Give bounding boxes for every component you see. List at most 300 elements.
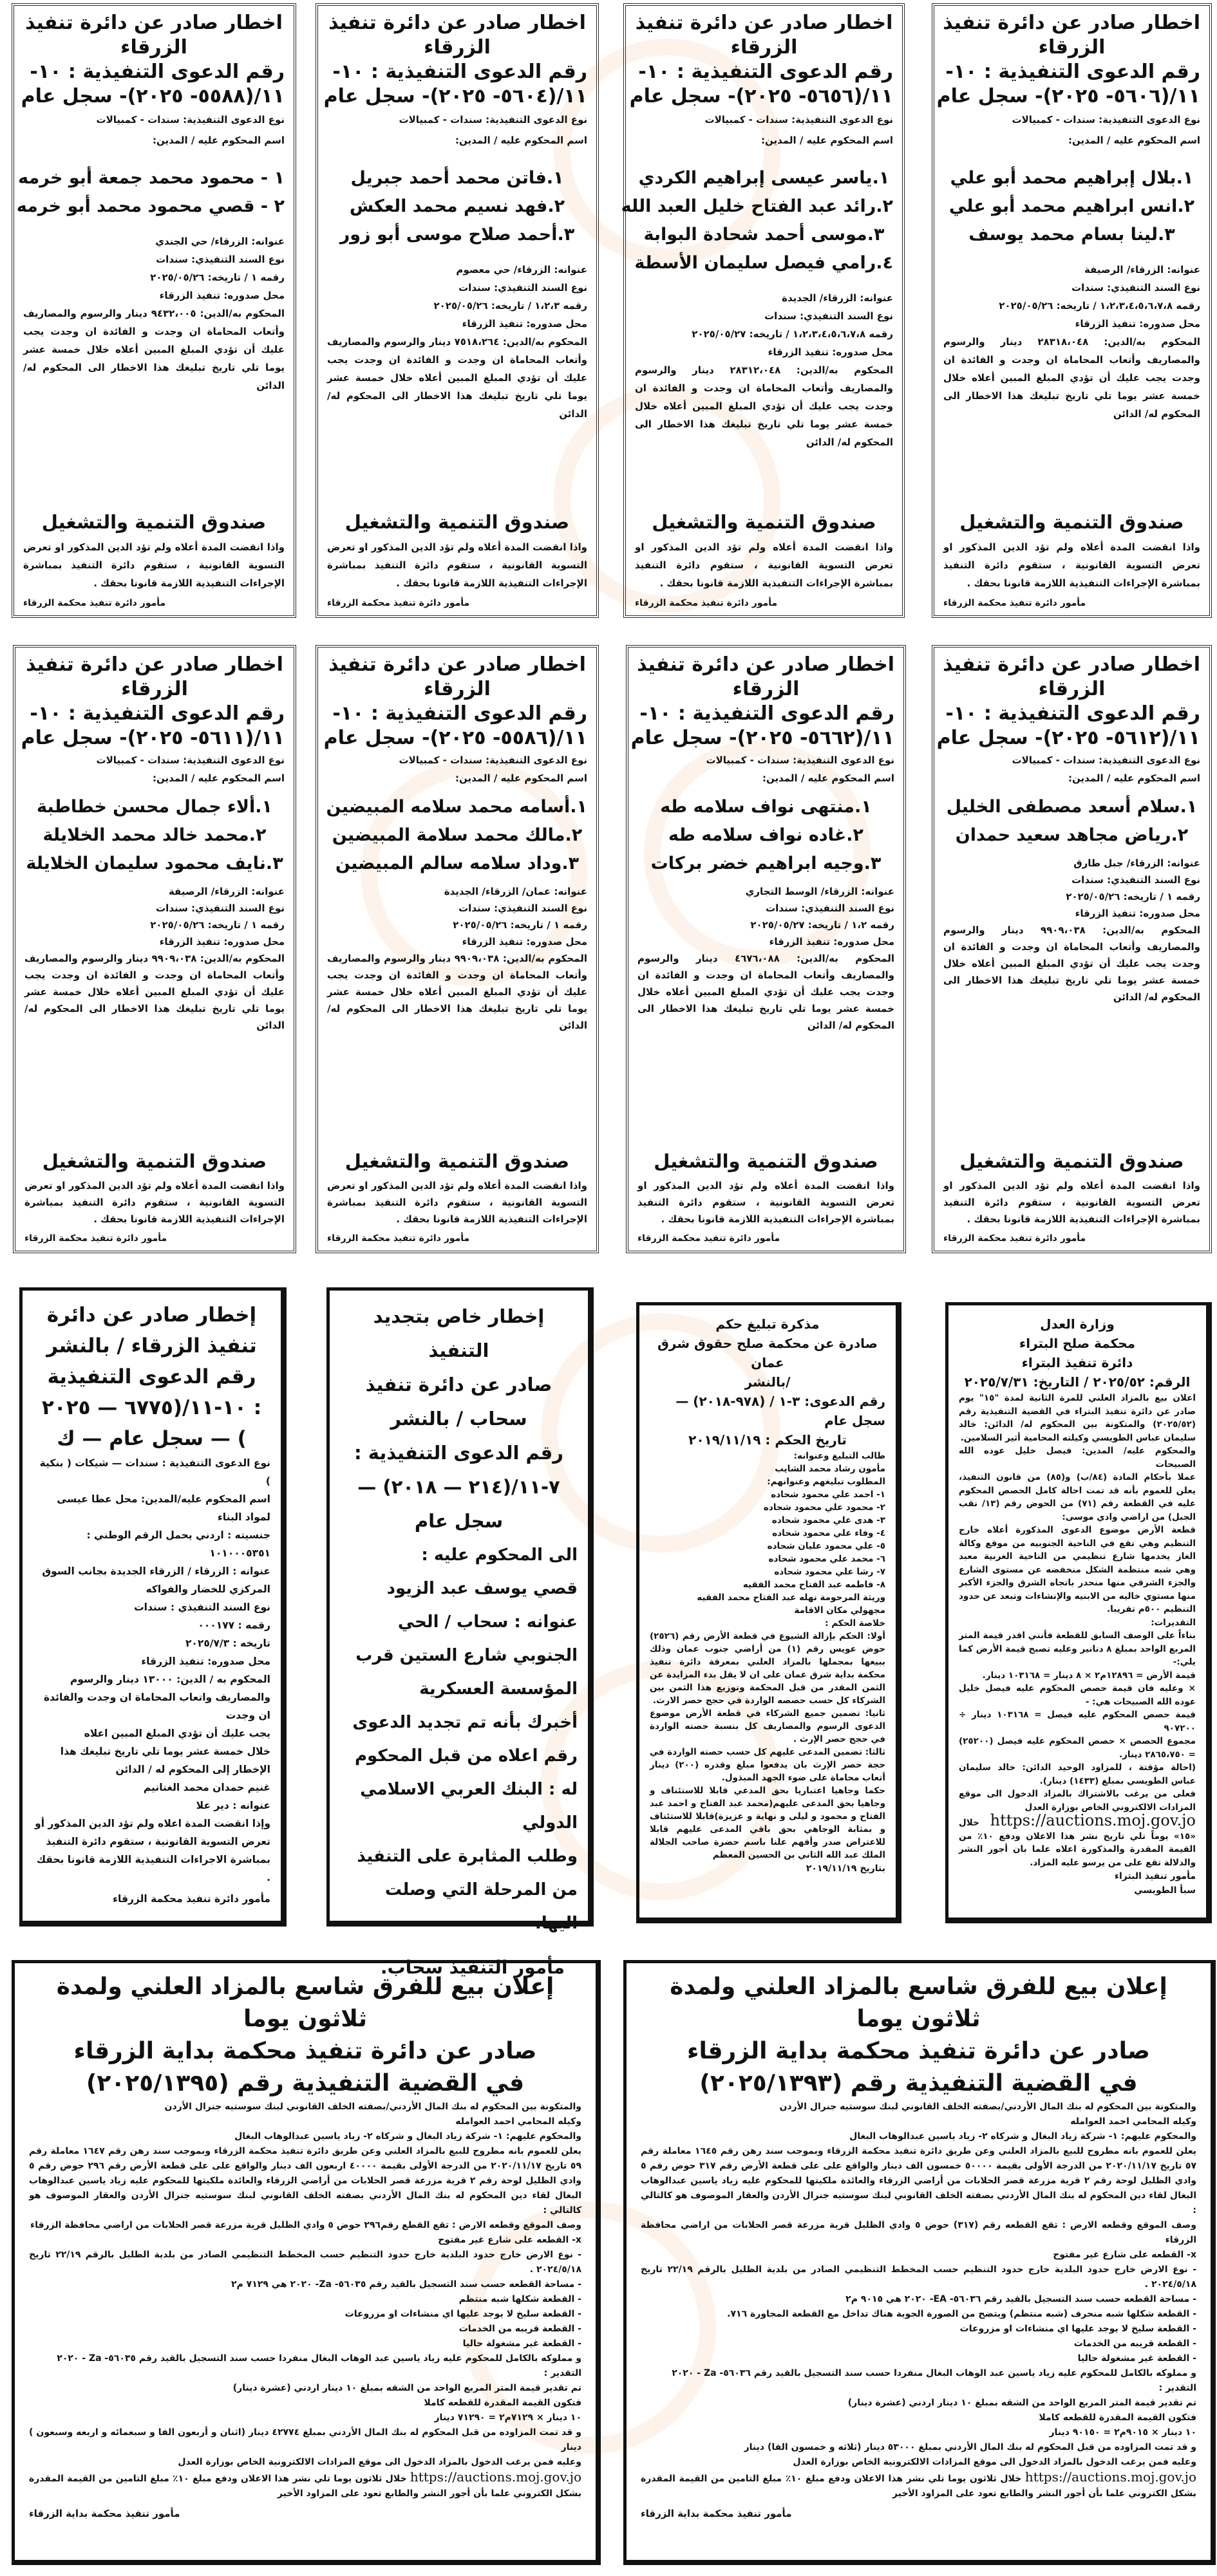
amount-label: المحكوم به/الدين: [200, 953, 285, 964]
auction-text: - القطعة شكلها شبه منتظم [458, 2294, 581, 2304]
notice-text: ٧- رشا علي محمود شحاده [774, 1567, 885, 1577]
case-number-label: رقم الدعوى التنفيذية : ١٠- [945, 61, 1200, 83]
spacer [23, 395, 285, 502]
notice-title: اخطار صادر عن دائرة تنفيذ [328, 12, 586, 34]
notice-text: ١- احمد علي محمود شحاده [771, 1489, 885, 1500]
auction-text: - القطعة غير مشغولة حاليا [462, 2338, 581, 2349]
amount-value: ٩٤٣٢،٠٠٥ [151, 308, 196, 319]
spacer [24, 1034, 285, 1141]
court-notice [326, 1287, 594, 1978]
auction-text: - القطعة قريبه من الخدمات [458, 2324, 581, 2334]
spacer [943, 1005, 1200, 1141]
notice-text: فعلى من يرغب بالاشتراك بالمزاد الدخول الى موقع المزادات الالكتروني الخاص بوزارة العدل [959, 1789, 1196, 1813]
document-type: نوع السند التنفيذي: سندات [1071, 282, 1200, 294]
court-notice [945, 1302, 1212, 1923]
execution-notice [12, 3, 296, 618]
notice-heading: /بالنشر [744, 1374, 791, 1390]
amount-terms: دينار والرسوم والمصاريف وأتعاب المحاماة ان وجدت و الفائدة ان وجدت يجب عليك أن تؤدي المبلغ المبين أعلاه خلال خمسة عشر يوما تلي تاريخ تبليغك هذا الاخطار الى المحكوم له/ الدائن [327, 953, 587, 1031]
signature: مأمور التنفيذ سحاب. [380, 1957, 565, 1978]
auction-heading: صادر عن دائرة تنفيذ محكمة بداية الزرقاء [73, 2038, 537, 2064]
notice-text: التقديرات: [1151, 1617, 1196, 1628]
auction-heading: في القضية التنفيذية رقم (٢٠٢٥/١٣٩٣) [699, 2070, 1138, 2096]
notice-heading: محكمة صلح البتراء [1019, 1336, 1135, 1351]
auction-text: ١٠ دينار × ٩٠١٥م٢ = ٩٠١٥٠ دينار [1049, 2427, 1196, 2438]
spacer [327, 1034, 587, 1141]
notice-text: طالب التبليغ وعنوانه: [793, 1451, 885, 1461]
debtor-names [943, 793, 1200, 850]
signature: مأمور تنفيذ محكمة بداية الزرقاء [641, 2508, 792, 2519]
case-number: ١١/(٥٦٦٢- ٢٠٢٥)- سجل عام [630, 727, 894, 749]
execution-notice [932, 645, 1212, 1253]
notice-text: قصي يوسف عبد الزيود [386, 1579, 578, 1598]
document-number-date: رقمه ١،٢ / تاريخه: ٢٠٢٥/٠٥/٢٧ [750, 919, 894, 931]
signature: مأمور دائرة تنفيذ محكمة الزرقاء [635, 598, 778, 608]
document-number-date: رقمه ١،٢،٣،٤،٥،٦،٧،٨ / تاريخه: ٢٠٢٥/٠٥/٢٧ [692, 328, 893, 340]
amount-label: المحكوم به/الدين: [502, 953, 587, 964]
document-number-date: رقمه ١ / تاريخه: ٢٠٢٥/٠٥/٢٦ [1066, 891, 1200, 902]
document-type: نوع السند التنفيذي: سندات [766, 902, 894, 914]
amount-value: ٢٨٣١٢،٠٤٨ [730, 364, 781, 376]
notice-text: قيمة حصص المحكوم عليه فيصل = ١٠٣١٦٨ دينار ÷ ٩٠٧٢٠٠ [959, 1710, 1196, 1733]
case-number-label: رقم الدعوى التنفيذية : ١٠- [332, 61, 587, 83]
execution-notice [932, 3, 1212, 618]
auction-website-link[interactable]: https://auctions.moj.gov.jo [990, 1811, 1196, 1829]
notice-heading: تنفيذ الزرقاء / بالنشر [46, 1334, 257, 1358]
debtor-name: ١.ألاء جمال محسن خطاطبة [37, 797, 272, 817]
court-notice [636, 1302, 901, 1923]
notice-text: مجموع الحصص × حصص المحكوم عليه فيصل (٢٥٢٠٠) = ٢٨٦٥،٧٥٠ دينار. [959, 1736, 1196, 1760]
auction-text: وكيله المحامي احمد العوامله [1070, 2116, 1196, 2127]
execution-notice [316, 645, 599, 1253]
auction-text: - القطعة سليخ لا يوجد عليها اي منشاءات او مزروعات [959, 2324, 1196, 2334]
debtor-name: ١.فاتن محمد أحمد جبريل [350, 168, 564, 188]
amount-label: المحكوم به/الدين: [796, 364, 893, 376]
notice-text: وطلب المثابرة على التنفيذ من المرحلة التي وصلت اليها. [357, 1847, 578, 1933]
closing-text: واذا انقضت المدة أعلاه ولم تؤد الدين المذكور او تعرض التسوية القانونية ، ستقوم دائرة التنفيذ بمباشرة الإجراءات التنفيذية اللازمة قانونا بحقك . [635, 541, 893, 589]
notice-text: عملا بأحكام المادة (٨٤/ب) و(٨٥) من قانون التنفيذ، يعلن للعموم بأنه قد تمت احالة كامل الحصص المحكوم عليه في القطعة رقم (٧١) من الحوض رقم (١٣/ نقب الجبل) من اراضي وادي موسى: [959, 1472, 1196, 1522]
judgment-amount [327, 333, 587, 423]
auction-text: وعليه فمن يرغب الدخول بالمزاد الدخول الى موقع المزادات الالكترونية الخاص بوزارة العدل [793, 2457, 1196, 2467]
notice-text: المحكوم به / الدين: ١٣٠٠٠ دينار والرسوم والمصاريف واتعاب المحاماة ان وجدت والفائدة ان وجدت [44, 1674, 270, 1721]
amount-value: ٩٩٠٩،٠٣٨ [454, 953, 500, 964]
debtor-address: عنوانه: عمان/ الزرقاء/ الجديدة [444, 886, 587, 897]
auction-text: التقدير : [543, 2368, 581, 2378]
creditor-name: صندوق التنمية والتشغيل [42, 1150, 267, 1172]
case-number: ١١/(٥٦٠٤- ٢٠٢٥)- سجل عام [323, 85, 587, 107]
auction-heading: صادر عن دائرة تنفيذ محكمة بداية الزرقاء [687, 2038, 1150, 2064]
notice-title: اخطار صادر عن دائرة تنفيذ [637, 653, 894, 676]
debtor-name: ١ - محمود محمد جمعة أبو خرمه [18, 168, 285, 188]
amount-value: ٩٩٠٩،٠٣٨ [151, 953, 197, 964]
notice-text [959, 1811, 1196, 1869]
notice-text: غنيم حمدان محمد الغنانيم [143, 1782, 270, 1793]
amount-terms: دينار والرسوم والمصاريف وأتعاب المحاماة ان وجدت و الفائدة ان وجدت يجب عليك أن تؤدي المبلغ المبين أعلاه خلال خمسة عشر يوما تلي تاريخ تبليغك هذا الاخطار الى المحكوم له/ الدائن [24, 953, 285, 1031]
signature: مأمور دائرة تنفيذ محكمة الزرقاء [24, 1233, 167, 1244]
case-number: ١١/(٥٦٥٦- ٢٠٢٥)- سجل عام [629, 85, 893, 107]
amount-value: ٧٥١٨،٢٦٤ [454, 336, 500, 348]
auction-text: - مساحة القطعه حسب سند التسجيل بالقيد رقم ٥٦٠٣٦- EA- ٢٠٢٠ هي ٩٠١٥ م٢ [845, 2294, 1196, 2304]
notice-text: ٦- محمد علي محمود شحاده [768, 1554, 885, 1564]
amount-value: ٤٦٧٦،٠٨٨ [734, 953, 780, 964]
closing-text: واذا انقضت المدة أعلاه ولم تؤد الدين المذكور او تعرض التسوية القانونية ، ستقوم دائرة التنفيذ بمباشرة الإجراءات التنفيذية اللازمة قانونا بحقك . [943, 1180, 1200, 1225]
debtor-label: اسم المحكوم عليه / المدين: [153, 772, 285, 784]
creditor-name: صندوق التنمية والتشغيل [959, 1150, 1184, 1172]
auction-text: x- القطعه على شارع غير مفتوح [438, 2235, 581, 2245]
notice-heading: صادرة عن محكمة صلح حقوق شرق عمان [657, 1336, 878, 1370]
notice-title: اخطار صادر عن دائرة تنفيذ [943, 653, 1200, 676]
notice-heading: : ١٠-١١/(٦٧٧٥ — ٢٠٢٥ [41, 1396, 262, 1419]
debtor-names [621, 164, 893, 277]
notice-text: ٤- وفاء علي محمود شحاده [772, 1528, 885, 1538]
notice-text: محل صدوره: تنفيذ الزرقاء [141, 1656, 270, 1667]
issue-place: محل صدوره: تنفيذ الزرقاء [769, 936, 894, 947]
auction-text: والمتكونة بين المحكوم له بنك المال الأردني/بصفته الخلف القانوني لبنك سوستيه جنرال الأردن [164, 2102, 581, 2112]
debtor-name: ٢ - قصي محمود محمد أبو خرمه [16, 196, 285, 216]
debtor-name: ٢.رياض مجاهد سعيد حمدان [955, 825, 1189, 845]
notice-text: تاريخه : ٢٠٢٥/٧/٣ [185, 1638, 270, 1649]
debtor-label: اسم المحكوم عليه / المدين: [761, 135, 893, 146]
debtor-name: ٣.وداد سلامه سالم المبيضين [335, 854, 580, 873]
notice-heading: سحاب / بالنشر [390, 1408, 527, 1430]
issue-place: محل صدوره: تنفيذ الزرقاء [462, 318, 587, 330]
case-number: ١١/(٥٦٠٦- ٢٠٢٥)- سجل عام [936, 85, 1200, 107]
notice-text: ٨- فاطمه عبد الفتاح محمد الفقيه [742, 1580, 885, 1590]
auction-notice [12, 1960, 601, 2565]
auction-text: و قد تمت المزاوده من قبل المحكوم له بنك المال الأردني بمبلغ ٤٢٧٧٤ دينار (اثنان و أربعون الفا و سبعمائه و اربعه وسبعون ) دينار [29, 2427, 581, 2452]
notice-title-city: الزرقاء [424, 36, 491, 59]
case-number-label: رقم الدعوى التنفيذية : ١٠- [639, 702, 894, 725]
notice-text: خلال «١٥» يوماً تلي تاريخ نشر هذا الاعلان ودفع ١٠٪ من القيمة المقدرة والمذكورة اعلاه علما بان أجور النشر والدلالة تقع على من يرسو عليه المزاد. [959, 1818, 1196, 1868]
notice-title: اخطار صادر عن دائرة تنفيذ [328, 653, 586, 676]
debtor-names [327, 793, 587, 878]
auction-heading: في القضية التنفيذية رقم (٢٠٢٥/١٣٩٥) [86, 2070, 525, 2096]
closing-text: واذا انقضت المدة أعلاه ولم تؤد الدين المذكور او تعرض التسوية القانونية ، ستقوم دائرة التنفيذ بمباشرة الإجراءات التنفيذية اللازمة قانونا بحقك . [637, 1180, 894, 1225]
closing-text: واذا انقضت المدة أعلاه ولم تؤد الدين المذكور او تعرض التسوية القانونية ، ستقوم دائرة التنفيذ بمباشرة الإجراءات التنفيذية اللازمة قانونا بحقك . [327, 1180, 587, 1225]
case-type: نوع الدعوى التنفيذية: سندات - كمبيالات [704, 114, 893, 126]
amount-terms: دينار والرسوم والمصاريف وأتعاب المحاماة ان وجدت و الفائدة ان وجدت يجب عليك أن تؤدي المبلغ المبين أعلاه خلال خمسة عشر يوما تلي تاريخ تبليغك هذا الاخطار الى المحكوم له/ الدائن [943, 336, 1200, 420]
amount-label: المحكوم به/الدين: [797, 953, 894, 964]
notice-text: خلاصة الحكم : [825, 1618, 885, 1629]
notice-text: حكما وجاهيا اعتباريا بحق المدعي قابلا للاستئناف و وجاهيا بحق المدعى عليهم(محمد عبد الفتاح و احمد عبد الفتاح و محمود و ليلى و نهاية و عزيزة)قابلا للاستئناف و بمثابة الوجاهي بحق باقي المدعى عليهم قابلا للاعتراض صدر وأفهم علنا باسم حضرة صاحب الجلالة الملك عبد الله الثاني بن الحسين المعظم [650, 1786, 885, 1860]
notice-heading: مذكرة تبليغ حكم [715, 1316, 820, 1332]
notice-heading: تاريخ الحكم : ٢٠١٩/١١/١٩ [688, 1432, 847, 1448]
execution-notice [13, 645, 296, 1253]
case-type: نوع الدعوى التنفيذية: سندات - كمبيالات [96, 114, 285, 126]
closing-text: واذا انقضت المدة أعلاه ولم تؤد الدين المذكور او تعرض التسوية القانونية ، ستقوم دائرة التنفيذ بمباشرة الإجراءات التنفيذية اللازمة قانونا بحقك . [23, 541, 285, 589]
debtor-label: اسم المحكوم عليه / المدين: [762, 772, 894, 784]
notice-heading: ) — سجل عام — ك [57, 1427, 247, 1450]
creditor-name: صندوق التنمية والتشغيل [959, 511, 1184, 533]
case-type: نوع الدعوى التنفيذية: سندات - كمبيالات [1012, 754, 1200, 766]
notice-heading: رقم الدعوى التنفيذية : [354, 1442, 563, 1464]
execution-notice [623, 3, 905, 618]
debtor-name: ١.ياسر عيسى إبراهيم الكردي [638, 168, 890, 188]
auction-text: والمحكوم عليهم: ١- شركة زياد البغال و شركاه ٢- زياد ياسين عبدالوهاب البغال [849, 2131, 1196, 2142]
amount-terms: دينار والرسوم والمصاريف وأتعاب المحاماة ان وجدت و الفائدة ان وجدت يجب عليك أن تؤدي المبلغ المبين أعلاه خلال خمسة عشر يوما تلي تاريخ تبليغك هذا الاخطار الى المحكوم له/ الدائن [637, 953, 894, 1031]
notice-heading: دائرة تنفيذ البتراء [1021, 1355, 1133, 1370]
debtor-address: عنوانه: الزرقاء/ الرصيفة [168, 886, 285, 897]
debtor-address: عنوانه: الزرقاء/ الرصيفة [1084, 264, 1200, 275]
issue-place: محل صدوره: تنفيذ الزرقاء [159, 936, 285, 947]
notice-heading: ٧-١١/(٢١٤ — ٢٠١٨) — [357, 1476, 560, 1498]
notice-text: ٥- علي محمود عليان شحاده [767, 1541, 885, 1551]
case-number-label: رقم الدعوى التنفيذية : ١٠- [30, 61, 285, 83]
debtor-name: ٣.وجيه ابراهيم خضر بركات [650, 854, 882, 873]
case-number-label: رقم الدعوى التنفيذية : ١٠- [332, 702, 587, 725]
document-type: نوع السند التنفيذي: سندات [458, 282, 587, 294]
debtor-address: عنوانه: الزرقاء/ جبل طارق [1073, 857, 1200, 869]
notice-text: خلال خمسة عشر يوما تلي تاريخ تبليغك هذا الإخطار إلى المحكوم له / الدائن [60, 1746, 270, 1775]
auction-text: يعلن للعموم بانه مطروح للبيع بالمزاد العلني وعن طريق دائرة تنفيذ محكمة الزرقاء وبموجب سند رهن رقم ١٦٤٥ معاملة رقم ٥٧ تاريخ ٢٠٢٠/١١/١٧ من الدرجة الأولى بقيمة ٥٠٠٠٠ خمسون الف دينار والواقع على على قطعة الأرض رقم ٣١٧ حوض رقم ٥ وادي الظليل لوحة رقم ٢ قرية مزرعة قصر الحلابات من أراضي الزرقاء والعائدة ملكيتها للمحكوم عليه زياد ياسين عبدالوهاب البغال لقاء دين المحكوم له بنك المال الأردني بصفته الخلف القانوني لبنك سوستيه جنرال الأردن والعقار الموصوف هو كالتالي : [641, 2146, 1196, 2216]
debtor-name: ٤.رامي فيصل سليمان الأسطة [634, 253, 893, 273]
document-number-date: رقمه ١ / تاريخه: ٢٠٢٥/٠٥/٢٦ [150, 272, 285, 283]
closing-text: واذا انقضت المدة أعلاه ولم تؤد الدين المذكور او تعرض التسوية القانونية ، ستقوم دائرة التنفيذ بمباشرة الإجراءات التنفيذية اللازمة قانونا بحقك . [24, 1180, 285, 1225]
document-number-date: رقمه ١ / تاريخه: ٢٠٢٥/٠٥/٢٦ [150, 919, 285, 931]
debtor-name: ٢.محمد خالد محمد الخلايلة [42, 825, 267, 845]
debtor-name: ١.أسامه محمد سلامه المبيضين [326, 797, 587, 817]
auction-text: خلال ثلاثون يوما تلي نشر هذا الاعلان ودفع مبلغ ١٠٪ مبلغ التامين من القيمة المقدرة بشكل الكتروني علما بأن أجور النشر والطابع تعود على المزاود الأخير [29, 2474, 581, 2499]
document-number-date: رقمه ١ / تاريخه: ٢٠٢٥/٠٥/٢٦ [453, 919, 587, 931]
case-number-label: رقم الدعوى التنفيذية : ١٠- [638, 61, 893, 83]
case-type: نوع الدعوى التنفيذية: سندات - كمبيالات [96, 754, 285, 766]
case-type: نوع الدعوى التنفيذية: سندات - كمبيالات [1012, 114, 1200, 126]
notice-text: وريثة المرحومة نهله عبد الفتاح محمد الفقيه [697, 1592, 885, 1603]
debtor-name: ٣.موسى أحمد شحادة البوابة [643, 225, 885, 245]
issue-place: محل صدوره: تنفيذ الزرقاء [768, 346, 893, 358]
notice-text: والمحكوم عليه/ المدين: فيصل خليل عوده الله الصبيحات [959, 1446, 1196, 1470]
notice-text: عنوانه : سحاب / الحي الجنوبي شارع الستين قرب المؤسسة العسكرية [355, 1612, 578, 1699]
notice-text: نوع الدعوى التنفيذية : سندات — شيكات ( بنكية ) [39, 1457, 270, 1487]
case-number: ١١/(٥٦١١- ٢٠٢٥)- سجل عام [21, 727, 285, 749]
notice-text: أولا: الحكم بإزالة الشيوع في قطعة الأرض رقم (٢٥٢٦) حوض عويس رقم (١) من أراضي جنوب عمان وذلك ببيعها بمجملها بالمزاد العلني بمعرفة دائرة تنفيذ محكمة بداية شرق عمان على ان لا يقل بدء المزايدة عن الثمن المقدر من قبل المحكمة وتوزيع هذا الثمن بين الشركاء كل حسب حصصه الواردة في حجج حصر الارث. [650, 1631, 886, 1706]
case-number: ١١/(٥٥٨٨- ٢٠٢٥)- سجل عام [21, 85, 285, 107]
closing-text: واذا انقضت المدة أعلاه ولم تؤد الدين المذكور او تعرض التسوية القانونية ، ستقوم دائرة التنفيذ بمباشرة الإجراءات التنفيذية اللازمة قانونا بحقك . [943, 541, 1200, 589]
notice-title: اخطار صادر عن دائرة تنفيذ [635, 12, 893, 34]
notice-title-city: الزرقاء [732, 678, 800, 700]
auction-text: - نوع الارض خارج حدود البلدية خارج حدود التنظيم حسب المخطط التنظيمي الصادر من بلدية الظليل بالرقم ٢٢/١٩ تاريخ ٢٠٢٤/٥/١٨ . [641, 2264, 1197, 2290]
auction-text: x- القطعه على شارع غير مفتوح [1053, 2250, 1196, 2260]
debtor-names [24, 793, 285, 878]
notice-text: اعلان بيع بالمزاد العلني للمرة الثانية لمدة "١٥" يوم صادر عن دائرة تنفيذ البتراء في القضية التنفيذية رقم (٢٠٢٥/٥٢) والمتكونة بين المحكوم له/ الدائن: خالد سليمان عباس الطويسي وكيلته المحامية أثير السلامين. [959, 1393, 1196, 1443]
notice-text: مأمون رشاد محمد الشايب [775, 1464, 885, 1474]
notice-text: جنسيته : اردني يحمل الرقم الوطني : ١٠١٠٠٠٥٣٥١ [86, 1529, 270, 1559]
notice-text: ثالثا: تضمين المدعى عليهم كل حسب حصته الواردة في حجة حصر الإرث بان يدفعوا مبلغ وقدره (٢٠٠) دينار أتعاب محاماة على ضوء الجهد المبذول. [650, 1747, 885, 1783]
debtor-label: اسم المحكوم عليه / المدين: [455, 135, 587, 146]
notice-title-city: الزرقاء [1038, 36, 1106, 59]
debtor-label: اسم المحكوم عليه / المدين: [153, 135, 285, 146]
notice-heading: صادر عن دائرة تنفيذ [365, 1374, 552, 1395]
notice-text: بناءاً على الوصف السابق للقطعة فأنني اقدر قيمة المتر المربع الواحد بمبلغ ٨ دنانير وعليه تصبح قيمة الأرض كما يلي:- [959, 1630, 1196, 1667]
notice-text: الى المحكوم عليه : [421, 1545, 578, 1565]
document-number-date: رقمه ١،٢،٣ / تاريخه: ٢٠٢٥/٠٥/٢٦ [433, 300, 587, 312]
signature: مأمور دائرة تنفيذ محكمة الزرقاء [327, 1233, 470, 1244]
amount-terms: دينار والرسوم والمصاريف وأتعاب المحاماة ان وجدت و الفائدة ان وجدت يجب عليك أن تؤدي المبلغ المبين أعلاه خلال خمسة عشر يوما تلي تاريخ تبليغك هذا الاخطار الى المحكوم له/ الدائن [943, 924, 1200, 1003]
judgment-amount [943, 333, 1200, 423]
case-type: نوع الدعوى التنفيذية: سندات - كمبيالات [706, 754, 894, 766]
creditor-name: صندوق التنمية والتشغيل [652, 511, 876, 533]
notice-text: قطعة الأرض موضوع الدعوى المذكورة أعلاه خارج التنظيم وهي تقع في الناحية الجنوبيه من موقع وكالة الغاز يخدمها شارع تنظيمي من الناحية الغربية معبد وهي شبه منتظمة الشكل منخفضه عن مستوى الشارع والجزء الشرقي منها منحدر باتجاه الشرق والجزء الأكبر منها مستوي خاليه من الابنيه والإنشاءات وتبعد عن حدود التنظيم ٥٠٠م تقريبا. [959, 1525, 1196, 1614]
document-type: نوع السند التنفيذي: سندات [156, 902, 285, 914]
notice-text: × وعليه فان قيمة حصص المحكوم عليه فيصل خليل عوده الله الصبيحات هي: - [959, 1683, 1196, 1707]
auction-text: و قد تمت المزاوده من قبل المحكوم له بنك المال الأردني بمبلغ ٥٣٠٠٠ دينار (ثلاثه و خمسون الفا) دينار [744, 2442, 1196, 2452]
document-type: نوع السند التنفيذي: سندات [156, 254, 285, 265]
judgment-amount [943, 922, 1200, 1005]
debtor-name: ٢.مالك محمد سلامة المبيضين [332, 825, 583, 845]
signature: مأمور دائرة تنفيذ محكمة الزرقاء [113, 1893, 270, 1905]
auction-heading: إعلان بيع للفرق شاسع بالمزاد العلني ولمدة ثلاثون يوما [670, 1974, 1167, 2032]
notice-text: ٣- هدى علي محمود شحاده [771, 1515, 885, 1526]
signature: مأمور دائرة تنفيذ محكمة الزرقاء [327, 598, 470, 608]
notice-title-city: الزرقاء [121, 678, 188, 700]
signature: مأمور تنفيذ البتراء [1114, 1871, 1196, 1881]
spacer [637, 1034, 894, 1141]
case-number-label: رقم الدعوى التنفيذية : ١٠- [30, 702, 285, 725]
debtor-name: ٣.نايف محمود سليمان الخلايلة [26, 854, 283, 873]
auction-text: تم تقدير قيمة المتر المربع الواحد من الشقه بمبلغ ١٠ دينار اردني (عشرة دينار) [232, 2383, 581, 2393]
amount-label: المحكوم به/الدين: [502, 336, 587, 348]
auction-text: وعليه فمن يرغب الدخول بالمزاد الدخول الى موقع المزادات الالكترونية الخاص بوزارة العدل [178, 2457, 581, 2467]
debtor-name: ١.بلال إبراهيم محمد أبو علي [950, 168, 1194, 188]
execution-notice [626, 645, 906, 1253]
notice-text: يجب عليك أن تؤدي المبلغ المبين اعلاه [84, 1728, 270, 1739]
auction-text: و مملوكه بالكامل للمحكوم عليه زياد ياسين عبد الوهاب البغال منفردا حسب سند التسجيل بالقيد رقم ٥٦٠٣٥- Za - ٢٠٢٠ [57, 2353, 581, 2364]
amount-terms: دينار والرسوم والمصاريف وأتعاب المحاماة ان وجدت و الفائدة ان وجدت يجب عليك أن تؤدي المبلغ المبين أعلاه خلال خمسة عشر يوما تلي تاريخ تبليغك هذا الاخطار الى المحكوم له/ الدائن [23, 308, 285, 391]
closing-text: واذا انقضت المدة أعلاه ولم تؤد الدين المذكور او تعرض التسوية القانونية ، ستقوم دائرة التنفيذ بمباشرة الإجراءات التنفيذية اللازمة قانونا بحقك . [327, 541, 587, 589]
document-type: نوع السند التنفيذي: سندات [1071, 874, 1200, 886]
judgment-amount [327, 950, 587, 1034]
execution-notice [316, 3, 599, 618]
debtor-label: اسم المحكوم عليه / المدين: [455, 772, 587, 784]
notice-title: اخطار صادر عن دائرة تنفيذ [943, 12, 1200, 34]
notice-title-city: الزرقاء [424, 678, 491, 700]
signature: مأمور دائرة تنفيذ محكمة الزرقاء [637, 1233, 780, 1244]
issue-place: محل صدوره: تنفيذ الزرقاء [159, 290, 285, 301]
document-number-date: رقمه ١،٢،٣،٤،٥،٦،٧،٨ / تاريخه: ٢٠٢٥/٠٥/٢٦ [999, 300, 1200, 312]
auction-text: وصف الموقع وقطعه الارض : تقع القطعه رقم (٣١٧) حوض ٥ وادي الظليل قرية مزرعة قصر الحلابات من اراضي محافظة الزرقاء [641, 2220, 1197, 2245]
notice-text: رقمه : ٠٠٠١٧٧ [198, 1619, 270, 1631]
creditor-name: صندوق التنمية والتشغيل [344, 511, 570, 533]
auction-text: ١٠ دينار × ٧١٢٩م٢ = ٧١٢٩٠ دينار [434, 2413, 581, 2423]
debtor-name: ٣.أحمد صلاح موسى أبو زور [339, 225, 575, 245]
spacer [635, 451, 893, 502]
signature: مأمور دائرة تنفيذ محكمة الزرقاء [943, 598, 1086, 608]
notice-title-city: الزرقاء [1038, 678, 1106, 700]
signature: بتاريخ ٢٠١٩/١١/١٩ [806, 1863, 885, 1874]
amount-label: المحكوم به/الدين: [1102, 924, 1200, 936]
notice-heading: رقم الدعوى التنفيذية [47, 1365, 256, 1388]
auction-website-link[interactable]: https://auctions.moj.gov.jo [1024, 2469, 1196, 2485]
signature: سبأ الطويسي [1134, 1885, 1196, 1896]
debtor-name: ١.منتهى نواف سلامه طه [660, 797, 872, 817]
auction-heading: إعلان بيع للفرق شاسع بالمزاد العلني ولمدة ثلاثون يوما [56, 1974, 554, 2032]
court-notice [19, 1287, 287, 1927]
auction-text: و مملوكه بالكامل للمحكوم عليه زياد ياسين عبد الوهاب البغال منفردا حسب سند التسجيل بالقيد رقم ٥٦٠٣٦- Za - ٢٠٢٠ [672, 2368, 1196, 2378]
notice-heading: سجل عام [414, 1510, 504, 1532]
auction-text: - نوع الارض خارج حدود البلدية خارج حدود التنظيم حسب المخطط التنظيمي الصادر من بلدية الظليل بالرقم ٢٢/١٩ تاريخ ٢٠٢٤/٥/١٨ . [29, 2250, 582, 2275]
debtor-label: اسم المحكوم عليه / المدين: [1068, 135, 1200, 146]
auction-text: تم تقدير قيمة المتر المربع الواحد من الشقه بمبلغ ١٠ دينار اردني (عشرة دينار) [847, 2398, 1196, 2408]
notice-text: اسم المحكوم عليه/المدين: محل عطا عيسى لمواد البناء [57, 1493, 270, 1523]
debtor-name: ٢.فهد نسيم محمد العكش [349, 196, 565, 216]
case-number-label: رقم الدعوى التنفيذية : ١٠- [945, 702, 1200, 725]
auction-text [641, 2470, 1196, 2501]
debtor-name: ٢.رائد عبد الفتاح خليل العبد الله [621, 196, 893, 216]
auction-text: وكيله المحامي احمد العوامله [455, 2116, 581, 2127]
notice-text: المطلوب تبليغهم وعنوانهم: [767, 1477, 885, 1487]
auction-text: التقدير : [1158, 2383, 1196, 2393]
notice-text: وإذا انقضت المدة اعلاه ولم تؤد الدين المذكور أو تعرض التسوية القانونية ، ستقوم دائرة التنفيذ بمباشرة الاجراءات التنفيذية اللازمة قانونا بحقك . [35, 1818, 270, 1883]
notice-title: اخطار صادر عن دائرة تنفيذ [25, 12, 283, 34]
debtor-name: ١.سلام أسعد مصطفى الخليل [946, 797, 1198, 817]
amount-label: المحكوم به/الدين: [200, 308, 285, 319]
notice-text: أخبرك بأنه تم تجديد الدعوى رقم اعلاه من قبل المحكوم له : البنك العربي الاسلامي الدولي [352, 1713, 578, 1833]
auction-text: فتكون القيمة المقدرة للقطعه كاملا [424, 2398, 581, 2408]
debtor-address: عنوانه: الزرقاء/ الوسط التجاري [745, 886, 894, 897]
auction-text: والمحكوم عليهم: ١- شركة زياد البغال و شركاه ٢- زياد ياسين عبدالوهاب البغال [234, 2131, 581, 2142]
auction-text: والمتكونة بين المحكوم له بنك المال الأردني/بصفته الخلف القانوني لبنك سوستيه جنرال الأردن [779, 2102, 1196, 2112]
auction-website-link[interactable]: https://auctions.moj.gov.jo [410, 2469, 581, 2485]
notice-text: عنوانه : الزرقاء / الزرقاء الجديدة بجانب السوق المركزي للخضار والفواكه [42, 1565, 270, 1595]
judgment-amount [23, 304, 285, 395]
amount-terms: دينار والرسوم والمصاريف وأتعاب المحاماة ان وجدت و الفائدة ان وجدت يجب عليك أن تؤدي المبلغ المبين أعلاه خلال خمسة عشر يوما تلي تاريخ تبليغك هذا الاخطار الى المحكوم له/ الدائن [327, 336, 587, 420]
amount-value: ٢٨٣١٨،٠٤٨ [1037, 336, 1089, 348]
auction-text: - القطعة غير مشغولة حاليا [1077, 2353, 1196, 2364]
notice-text: مجهولي مكان الاقامة [794, 1605, 885, 1616]
debtor-names [16, 164, 285, 221]
notice-heading: إخطار صادر عن دائرة [46, 1303, 257, 1327]
auction-text: وصف الموقع وقطعه الارض : تقع القطع رقم٢٩٦ حوض ٥ وادي الظليل قرية مزرعة قصر الحلابات من اراضي محافظة الزرقاء [30, 2220, 581, 2230]
debtor-name: ٣.لينا بسام محمد يوسف [968, 225, 1175, 245]
document-type: نوع السند التنفيذي: سندات [458, 902, 587, 914]
creditor-name: صندوق التنمية والتشغيل [344, 1150, 570, 1172]
notice-heading: الرقم: ٢٠٢٥/٥٢ / التاريخ: ٢٠٢٥/٧/٣١ [964, 1374, 1191, 1390]
auction-text: خلال ثلاثون يوما تلي نشر هذا الاعلان ودفع مبلغ ١٠٪ مبلغ التامين من القيمة المقدرة بشكل الكتروني علما بأن أجور النشر والطابع تعود على المزاود الأخير [641, 2474, 1196, 2499]
judgment-amount [635, 361, 893, 451]
auction-text: فتكون القيمة المقدرة للقطعه كاملا [1039, 2413, 1196, 2423]
amount-value: ٩٩٠٩،٠٣٨ [1040, 924, 1086, 936]
notice-heading: وزارة العدل [1040, 1316, 1115, 1332]
notice-text: ثانيا: تضمين جميع الشركاء في قطعة الأرض موضوع الدعوى الرسوم والمصاريف كل بنسبة حصته الواردة في حجج حصر الإرث . [650, 1708, 885, 1744]
spacer [327, 423, 587, 502]
debtor-name: ٢.غاده نواف سلامه طه [668, 825, 863, 845]
case-type: نوع الدعوى التنفيذية: سندات - كمبيالات [399, 754, 587, 766]
debtor-name: ٢.انس ابراهيم محمد أبو علي [948, 196, 1195, 216]
amount-label: المحكوم به/الدين: [1104, 336, 1200, 348]
creditor-name: صندوق التنمية والتشغيل [41, 511, 267, 533]
notice-heading: التنفيذ [428, 1339, 489, 1361]
debtor-label: اسم المحكوم عليه / المدين: [1068, 772, 1200, 784]
notice-heading: إخطار خاص بتجديد [373, 1305, 545, 1327]
debtor-names [637, 793, 894, 878]
signature: مأمور تنفيذ محكمة بداية الزرقاء [29, 2508, 180, 2519]
amount-terms: دينار والرسوم والمصاريف وأتعاب المحاماة ان وجدت و الفائدة ان وجدت يجب عليك أن تؤدي المبلغ المبين أعلاه خلال خمسة عشر يوما تلي تاريخ تبليغك هذا الاخطار الى المحكوم له/ الدائن [635, 364, 893, 448]
signature: مأمور دائرة تنفيذ محكمة الزرقاء [23, 598, 166, 608]
issue-place: محل صدوره: تنفيذ الزرقاء [1075, 908, 1200, 919]
case-number: ١١/(٥٥٨٦- ٢٠٢٥)- سجل عام [323, 727, 587, 749]
notice-title: اخطار صادر عن دائرة تنفيذ [26, 653, 283, 676]
notice-title-city: الزرقاء [730, 36, 798, 59]
auction-text: يعلن للعموم بانه مطروح للبيع بالمزاد العلني وعن طريق دائرة تنفيذ محكمة الزرقاء وبموجب سند رهن رقم ١٦٤٧ معاملة رقم ٥٩ تاريخ ٢٠٢٠/١١/١٧ من الدرجة الأولى بقيمة ٤٠٠٠٠ اربعون الف دينار والواقع على على قطعة الأرض رقم ٢٩٦ حوض رقم ٥ وادي الظليل لوحة رقم ٢ قرية مزرعة قصر الحلابات من أراضي الزرقاء والعائدة ملكيتها للمحكوم عليه زياد ياسين عبدالوهاب البغال لقاء دين المحكوم له بنك المال الأردني بصفته الخلف القانوني لبنك سوستيه جنرال الأردن والعقار الموصوف هو كالتالي : [29, 2146, 581, 2216]
auction-notice [623, 1960, 1216, 2565]
signature: مأمور دائرة تنفيذ محكمة الزرقاء [943, 1233, 1086, 1244]
debtor-address: عنوانه: الزرقاء/ حي معصوم [456, 264, 587, 275]
notice-text: نوع السند التنفيذي : سندات [134, 1601, 270, 1613]
notice-title-city: الزرقاء [120, 36, 187, 59]
debtor-names [327, 164, 587, 249]
notice-text: قيمة الأرض = ١٢٨٩٦م٢ × ٨ دينار = ١٠٣١٦٨ دينار. [982, 1670, 1196, 1681]
auction-text: - القطعة شكلها شبه منحرف (شبه منتظم) ويتضح من الصورة الجوية هناك تداخل مع القطعة المجاورة ٧١٦. [727, 2309, 1196, 2319]
auction-text: - القطعة قريبه من الخدمات [1073, 2338, 1196, 2349]
